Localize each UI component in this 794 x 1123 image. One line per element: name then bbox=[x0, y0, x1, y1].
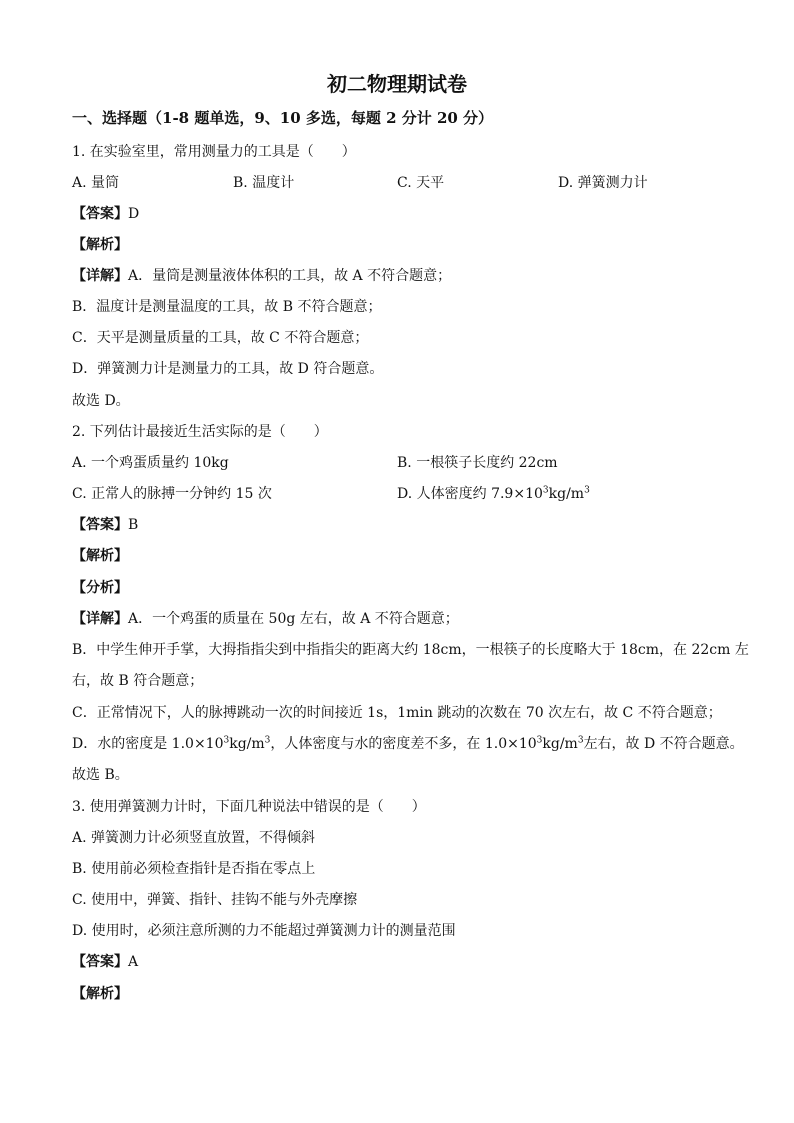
q2-stem: 2. 下列估计最接近生活实际的是（ ） bbox=[72, 424, 328, 440]
q2-d-part: kg/m bbox=[542, 736, 578, 752]
answer-label: 【答案】 bbox=[72, 517, 128, 533]
q3-answer-value: A bbox=[128, 954, 139, 970]
q3-option-c: C. 使用中，弹簧、指针、挂钩不能与外壳摩擦 bbox=[72, 892, 358, 908]
q2-option-d-unit: kg/m bbox=[548, 486, 585, 502]
q2-option-c: C. 正常人的脉搏一分钟约 15 次 bbox=[72, 486, 272, 502]
q2-option-d bbox=[397, 483, 590, 503]
answer-label: 【答案】 bbox=[72, 954, 128, 970]
q1-option-c: C. 天平 bbox=[397, 175, 445, 191]
q2-fenxi-label: 【分析】 bbox=[72, 580, 128, 596]
q1-detail-line-4: D．弹簧测力计是测量力的工具，故 D 符合题意。 bbox=[72, 361, 384, 377]
q2-option-b: B. 一根筷子长度约 22cm bbox=[397, 455, 558, 471]
q1-analysis-label: 【解析】 bbox=[72, 237, 128, 253]
answer-label: 【答案】 bbox=[72, 206, 128, 222]
detail-label: 【详解】 bbox=[72, 611, 128, 627]
q3-option-d: D. 使用时，必须注意所测的力不能超过弹簧测力计的测量范围 bbox=[72, 923, 456, 939]
q2-analysis-label: 【解析】 bbox=[72, 548, 128, 564]
q2-d-part: 左右，故 D 不符合题意。 bbox=[583, 736, 744, 752]
q2-option-d-text: D. 人体密度约 7.9×10 bbox=[397, 486, 543, 502]
q1-detail-line-2: B．温度计是测量温度的工具，故 B 不符合题意； bbox=[72, 299, 382, 315]
q2-detail-line-4: C．正常情况下，人的脉搏跳动一次的时间接近 1s，1min 跳动的次数在 70 次左右，故 C 不符合题意； bbox=[72, 705, 722, 721]
q2-d-sup: 3 bbox=[536, 735, 543, 746]
q1-answer-value: D bbox=[128, 206, 140, 222]
q1-option-b: B. 温度计 bbox=[233, 175, 295, 191]
q2-d-sup: 3 bbox=[264, 735, 271, 746]
q2-d-sup: 3 bbox=[577, 735, 584, 746]
q1-option-a: A. 量筒 bbox=[72, 175, 120, 191]
q1-stem: 1. 在实验室里，常用测量力的工具是（ ） bbox=[72, 144, 356, 160]
q3-analysis-label: 【解析】 bbox=[72, 986, 128, 1002]
q1-detail-text: A．量筒是测量液体体积的工具，故 A 不符合题意； bbox=[128, 268, 452, 284]
q2-d-part: kg/m bbox=[229, 736, 265, 752]
q3-answer-line bbox=[72, 951, 138, 971]
q2-d-part: ，人体密度与水的密度差不多，在 1.0×10 bbox=[270, 736, 537, 752]
q1-conclusion: 故选 D。 bbox=[72, 393, 130, 409]
q2-option-d-exp: 3 bbox=[542, 485, 549, 496]
detail-label: 【详解】 bbox=[72, 268, 128, 284]
q1-answer-line bbox=[72, 203, 139, 223]
q2-d-sup: 3 bbox=[223, 735, 230, 746]
q3-stem: 3. 使用弹簧测力计时，下面几种说法中错误的是（ ） bbox=[72, 799, 426, 815]
page-title: 初二物理期试卷 bbox=[327, 72, 467, 96]
q1-detail-line-3: C．天平是测量质量的工具，故 C 不符合题意； bbox=[72, 330, 369, 346]
q1-detail-line-1 bbox=[72, 265, 451, 285]
q2-detail-text: A．一个鸡蛋的质量在 50g 左右，故 A 不符合题意； bbox=[128, 611, 459, 627]
q2-d-part: D．水的密度是 1.0×10 bbox=[72, 736, 224, 752]
q2-option-a: A. 一个鸡蛋质量约 10kg bbox=[72, 455, 229, 471]
q1-option-d: D. 弹簧测力计 bbox=[558, 175, 648, 191]
section-heading: 一、选择题（1-8 题单选，9、10 多选，每题 2 分计 20 分） bbox=[72, 109, 494, 127]
q2-detail-line-3: 右，故 B 符合题意； bbox=[72, 673, 204, 689]
q2-option-d-unit-exp: 3 bbox=[584, 485, 590, 496]
q2-answer-line bbox=[72, 514, 138, 534]
q3-option-b: B. 使用前必须检查指针是否指在零点上 bbox=[72, 861, 316, 877]
q2-detail-line-1 bbox=[72, 608, 459, 628]
q2-detail-line-5 bbox=[72, 733, 744, 753]
q2-detail-line-2: B．中学生伸开手掌，大拇指指尖到中指指尖的距离大约 18cm，一根筷子的长度略大于 18cm，在 22cm 左 bbox=[72, 642, 749, 658]
q2-answer-value: B bbox=[128, 517, 139, 533]
q3-option-a: A. 弹簧测力计必须竖直放置，不得倾斜 bbox=[72, 830, 316, 846]
q2-conclusion: 故选 B。 bbox=[72, 767, 129, 783]
